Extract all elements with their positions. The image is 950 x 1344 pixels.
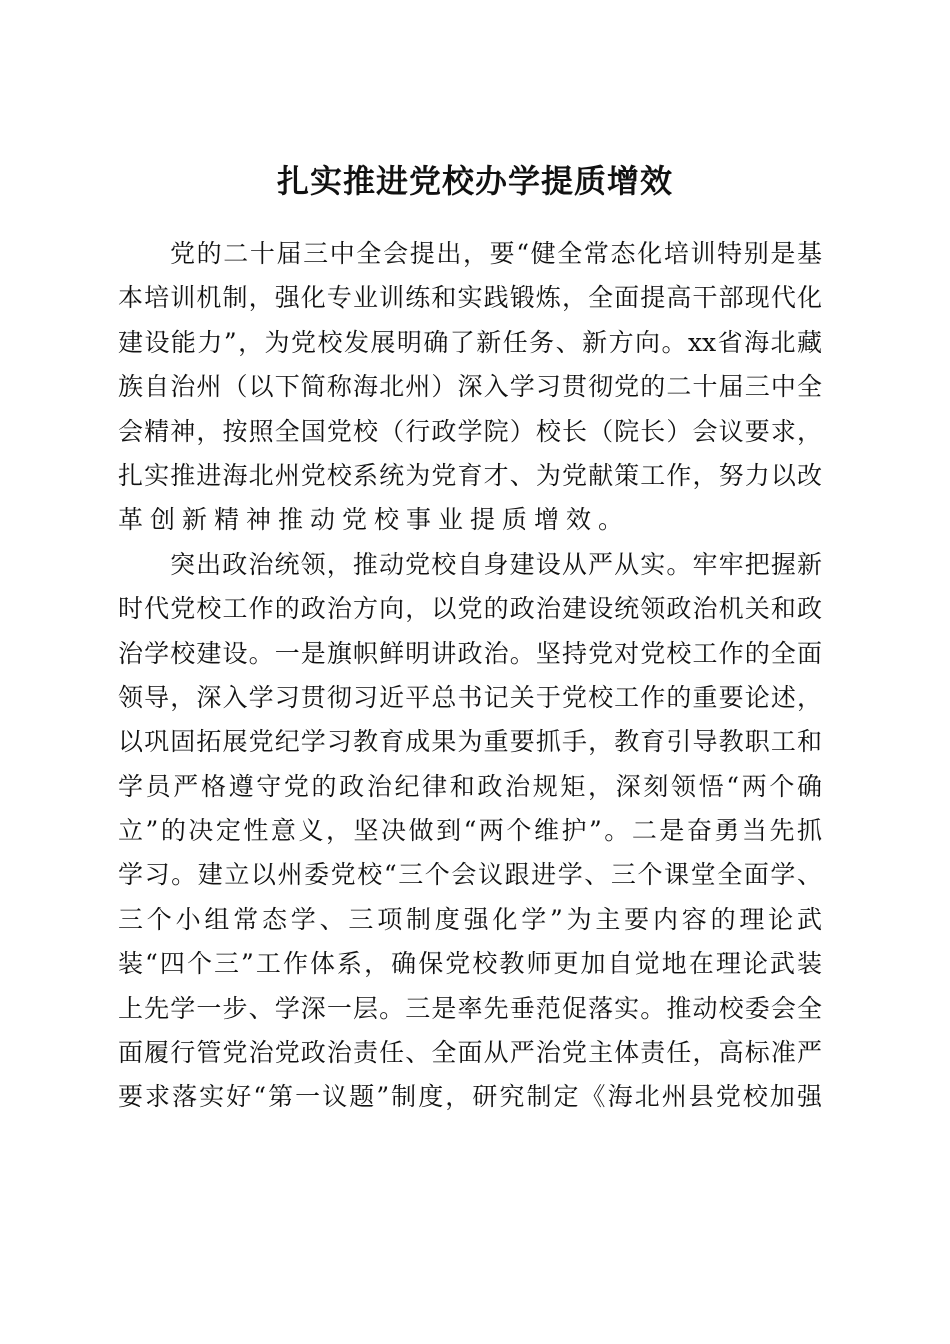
text-line: 扎实推进海北州党校系统为党育才、为党献策工作，努力以改 bbox=[118, 460, 822, 490]
text-line: 要求落实好“第一议题”制度，研究制定《海北州县党校加强 bbox=[118, 1082, 822, 1112]
text-line: 族自治州（以下简称海北州）深入学习贯彻党的二十届三中全 bbox=[118, 372, 822, 402]
text-line: 三个小组常态学、三项制度强化学”为主要内容的理论武 bbox=[118, 904, 822, 934]
text-line: 本培训机制，强化专业训练和实践锻炼，全面提高干部现代化 bbox=[118, 283, 822, 313]
text-line: 面履行管党治党政治责任、全面从严治党主体责任，高标准严 bbox=[118, 1038, 822, 1068]
document-body bbox=[118, 232, 822, 1120]
text-line: 建设能力”，为党校发展明确了新任务、新方向。xx省海北藏 bbox=[118, 327, 822, 357]
text-line: 突出政治统领，推动党校自身建设从严从实。牢牢把握新 bbox=[170, 549, 822, 579]
text-line: 领导，深入学习贯彻习近平总书记关于党校工作的重要论述， bbox=[118, 682, 822, 712]
paragraph-2 bbox=[118, 543, 822, 1120]
text-line: 时代党校工作的政治方向，以党的政治建设统领政治机关和政 bbox=[118, 594, 822, 624]
text-line: 学员严格遵守党的政治纪律和政治规矩，深刻领悟“两个确 bbox=[118, 771, 822, 801]
text-line: 学习。建立以州委党校“三个会议跟进学、三个课堂全面学、 bbox=[118, 860, 822, 890]
text-line: 以巩固拓展党纪学习教育成果为重要抓手，教育引导教职工和 bbox=[118, 727, 822, 757]
text-line: 会精神，按照全国党校（行政学院）校长（院长）会议要求， bbox=[118, 416, 822, 446]
text-line: 装“四个三”工作体系，确保党校教师更加自觉地在理论武装 bbox=[118, 949, 822, 979]
text-line: 治学校建设。一是旗帜鲜明讲政治。坚持党对党校工作的全面 bbox=[118, 638, 822, 668]
text-line: 革创新精神推动党校事业提质增效。 bbox=[118, 505, 631, 535]
text-line: 党的二十届三中全会提出，要“健全常态化培训特别是基 bbox=[170, 239, 822, 268]
text-line: 上先学一步、学深一层。三是率先垂范促落实。推动校委会全 bbox=[118, 993, 822, 1023]
document-title: 扎实推进党校办学提质增效 bbox=[276, 162, 673, 201]
text-line: 立”的决定性意义，坚决做到“两个维护”。二是奋勇当先抓 bbox=[118, 816, 822, 846]
paragraph-1 bbox=[118, 232, 822, 543]
